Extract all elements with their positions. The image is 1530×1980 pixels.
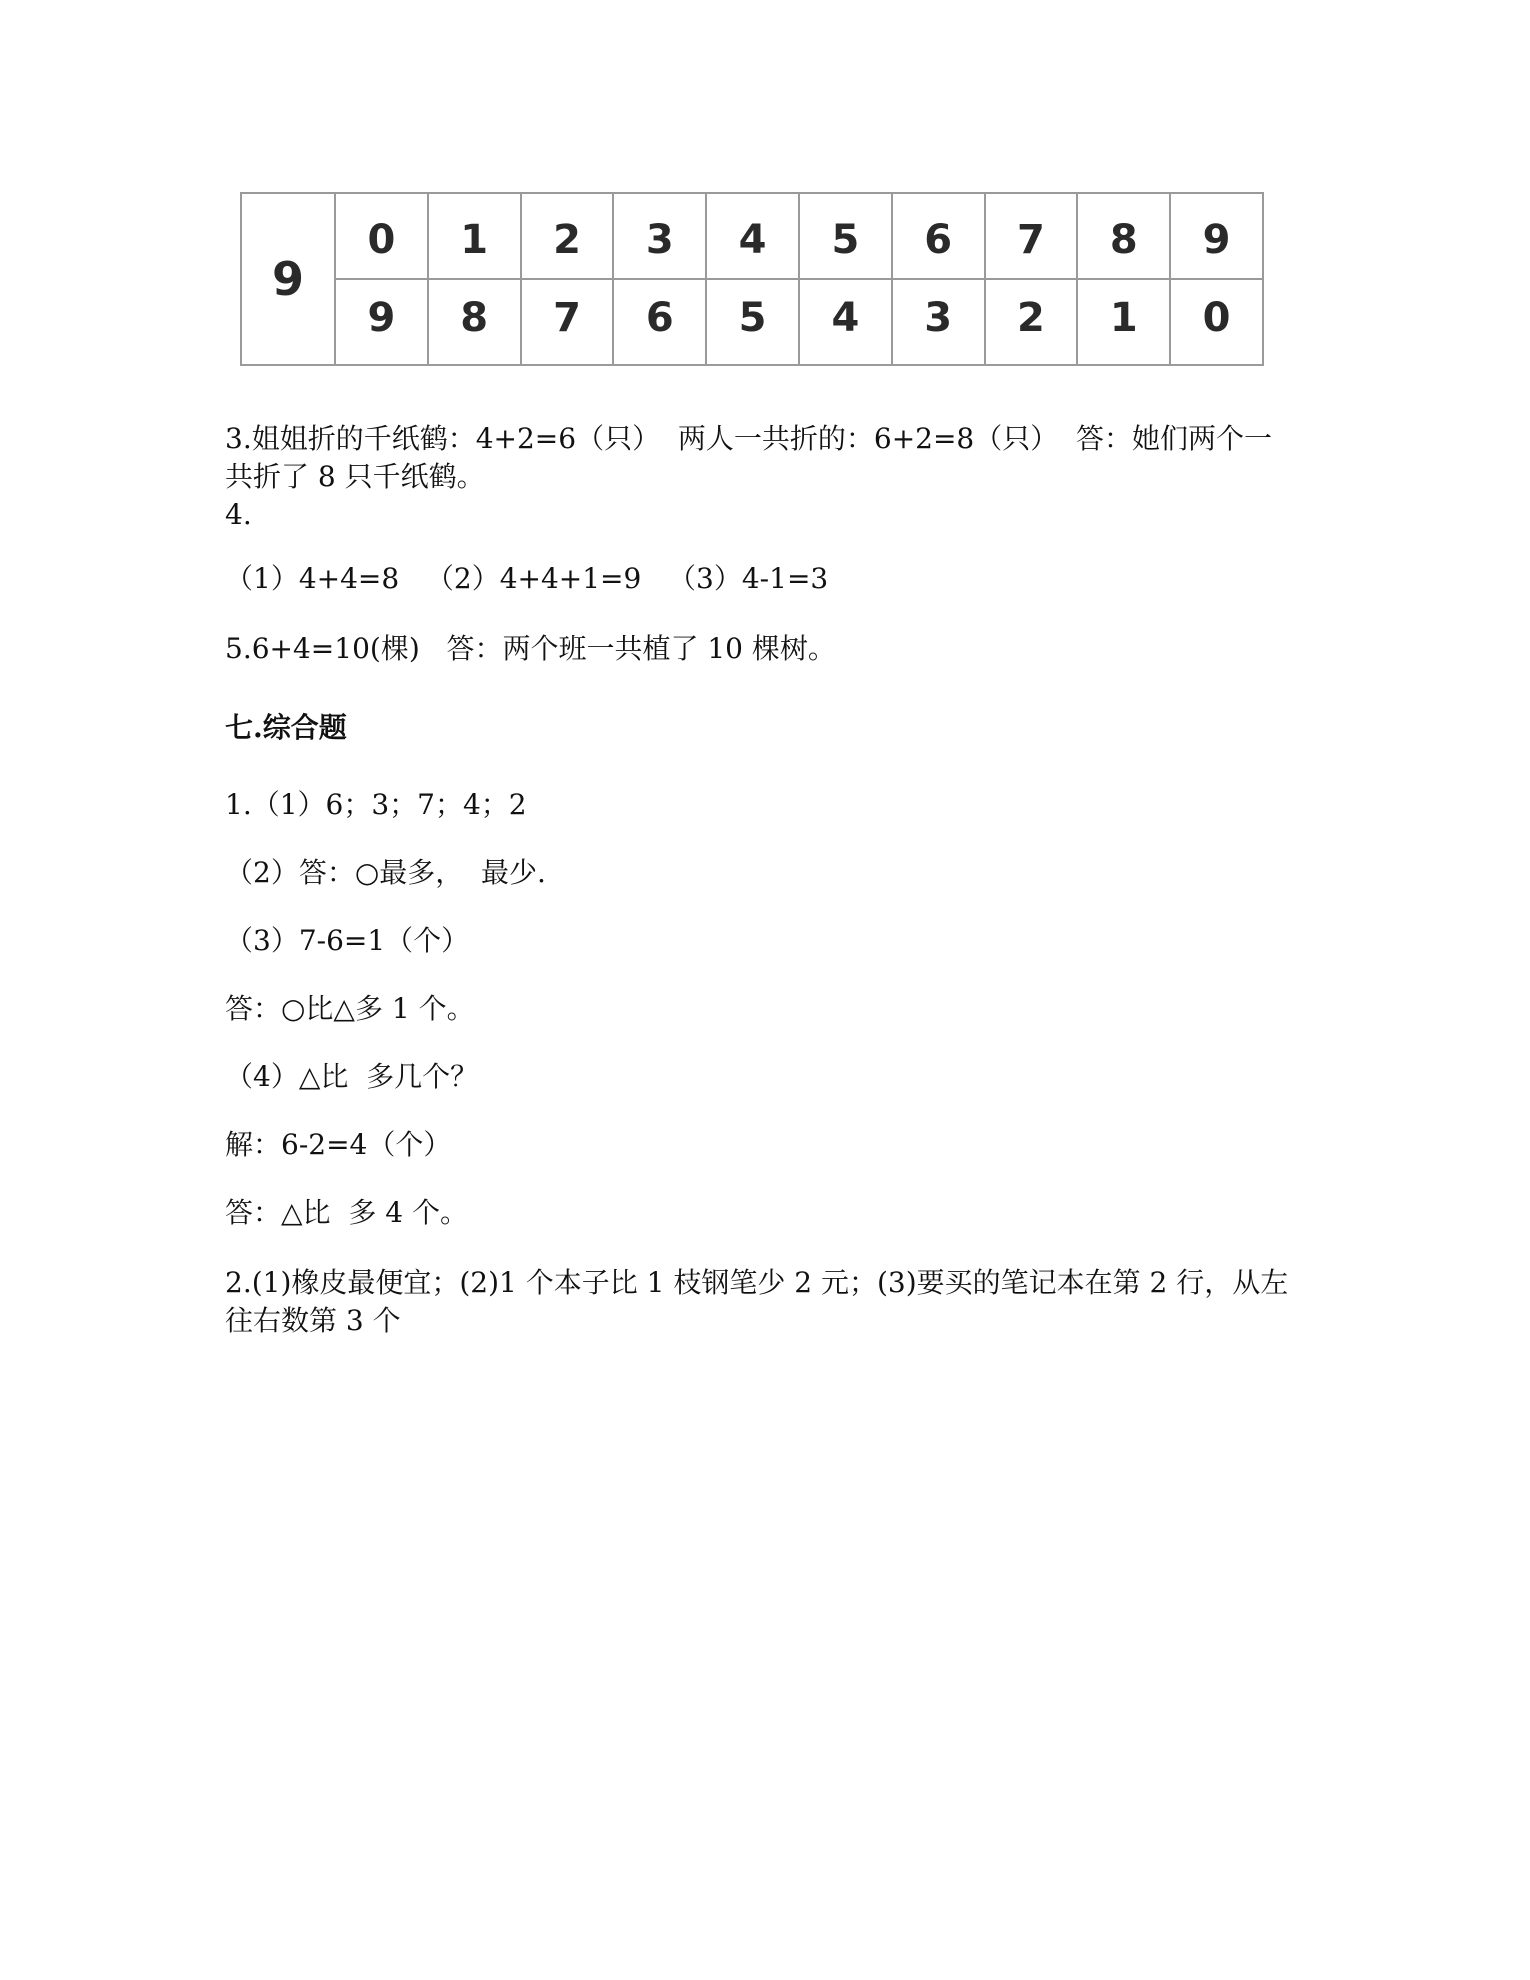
bottom-cell: 0	[1170, 279, 1263, 365]
top-cell: 0	[335, 193, 428, 279]
bottom-cell: 4	[799, 279, 892, 365]
top-cell: 7	[985, 193, 1078, 279]
bottom-cell: 6	[613, 279, 706, 365]
item2-line-1: 2.(1)橡皮最便宜；(2)1 个本子比 1 枝钢笔少 2 元；(3)要买的笔记本在第 2 行，从左	[225, 1266, 1289, 1299]
item1-part1: 1.（1）6；3；7；4；2	[225, 788, 527, 821]
top-cell: 3	[613, 193, 706, 279]
table-row-top	[241, 193, 1263, 279]
whole-number-cell: 9	[241, 193, 335, 365]
bottom-cell: 2	[985, 279, 1078, 365]
bottom-cell: 9	[335, 279, 428, 365]
bottom-cell: 1	[1077, 279, 1170, 365]
item1-part4-answer: 答：△比 多 4 个。	[225, 1196, 468, 1229]
bottom-cell: 5	[706, 279, 799, 365]
bottom-cell: 7	[521, 279, 614, 365]
top-cell: 5	[799, 193, 892, 279]
top-cell: 1	[428, 193, 521, 279]
top-cell: 2	[521, 193, 614, 279]
item1-part3: （3）7-6=1（个）	[225, 924, 470, 957]
item1-part2: （2）答：○最多， 最少.	[225, 856, 546, 889]
bottom-cell: 8	[428, 279, 521, 365]
table-row-bottom	[241, 279, 1263, 365]
q3-line-1: 3.姐姐折的千纸鹤：4+2=6（只） 两人一共折的：6+2=8（只） 答：她们两个一	[225, 422, 1273, 455]
item1-part4-solution: 解：6-2=4（个）	[225, 1128, 452, 1161]
item2-line-2: 往右数第 3 个	[225, 1304, 401, 1337]
q5-answer: 5.6+4=10(棵) 答：两个班一共植了 10 棵树。	[225, 632, 836, 665]
item1-part4: （4）△比 多几个？	[225, 1060, 479, 1093]
top-cell: 9	[1170, 193, 1263, 279]
number-decomposition-table	[240, 192, 1264, 366]
section-7-heading: 七.综合题	[225, 711, 347, 744]
top-cell: 4	[706, 193, 799, 279]
top-cell: 8	[1077, 193, 1170, 279]
q4-answers: （1）4+4=8 （2）4+4+1=9 （3）4-1=3	[225, 562, 829, 595]
q3-line-2: 共折了 8 只千纸鹤。	[225, 460, 485, 493]
q4-label: 4.	[225, 498, 252, 531]
top-cell: 6	[892, 193, 985, 279]
bottom-cell: 3	[892, 279, 985, 365]
item1-part3-answer: 答：○比△多 1 个。	[225, 992, 475, 1025]
